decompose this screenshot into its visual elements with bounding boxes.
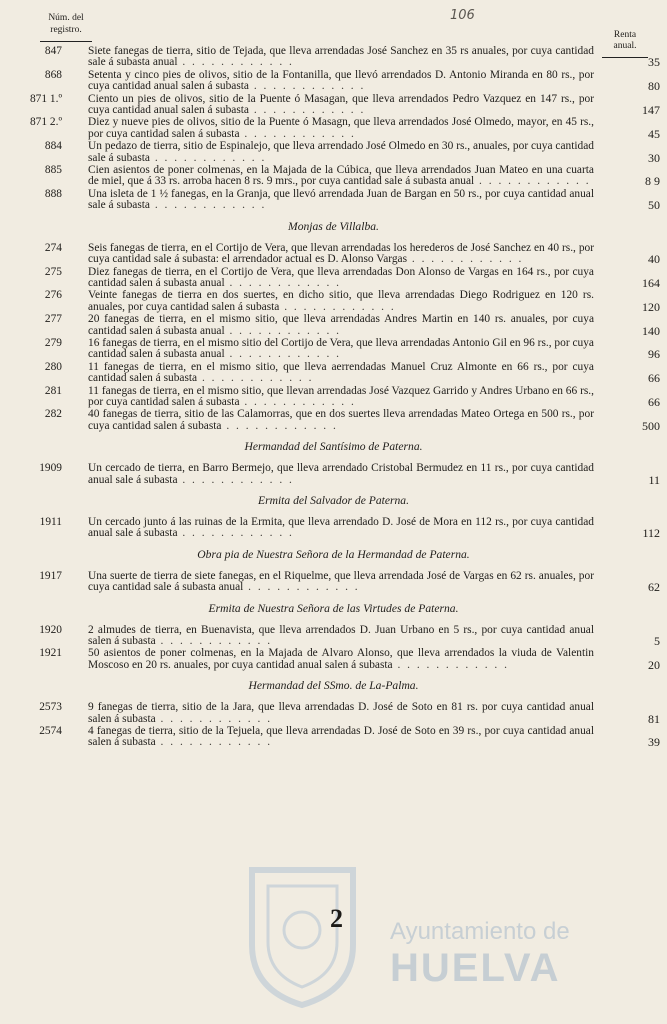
registry-number: 871 1.º [29, 92, 62, 105]
watermark-line1: Ayuntamiento de [390, 918, 570, 945]
handwritten-folio-number: 106 [450, 8, 475, 23]
entry-description: 9 fanegas de tierra, sitio de la Jara, que lleva arrendadas D. José de Soto en 81 rs. por cuya cantidad anual salen á subasta . . . [88, 702, 594, 725]
register-entry [44, 187, 660, 213]
annual-rent-amount: 147 [642, 103, 660, 118]
annual-rent-amount: 39 [648, 735, 660, 750]
annual-rent-amount: 45 [648, 126, 660, 141]
registry-number: 279 [44, 336, 62, 349]
registry-number: 847 [44, 45, 62, 57]
registry-number: 1911 [39, 516, 62, 528]
annual-rent-amount: 112 [642, 526, 660, 541]
register-entry [44, 68, 660, 94]
entries-list [0, 46, 667, 750]
entry-description: Siete fanegas de tierra, sitio de Tejada, que lleva arrendadas José Sanchez en 35 rs anuales, por cuya cantidad sale á subasta anual . . . [88, 46, 594, 69]
register-entry [44, 313, 660, 338]
entry-description: Diez fanegas de tierra, en el Cortijo de Vera, que lleva arrendadas Don Alonso de Vargas en 164 rs., por cuya cantidad salen á subasta anual . . . [88, 267, 594, 290]
entry-description: Un cercado junto á las ruinas de la Ermita, que lleva arrendado D. José de Mora en 112 rs., por cuya cantidad anual sale á subasta . . . [88, 517, 594, 540]
register-entry [39, 569, 660, 595]
register-entry [29, 116, 660, 141]
entry-description: 2 almudes de tierra, en Buenavista, que lleva arrendados D. Juan Urbano en 5 rs., por cuya cantidad anual salen á subasta . . . [88, 625, 594, 648]
registry-number: 1909 [39, 462, 62, 475]
registry-number: 885 [44, 164, 62, 177]
registry-number: 282 [44, 408, 62, 421]
registry-number: 274 [44, 241, 62, 254]
archive-watermark [240, 860, 640, 1010]
registry-number: 1920 [39, 623, 62, 636]
registry-number: 2574 [39, 725, 62, 738]
register-entry [39, 725, 660, 750]
entry-description: Un pedazo de tierra, sitio de Espinalejo, que lleva arrendado José Olmedo en 30 rs., anuales, por cuya cantidad sale á subasta . . . [88, 141, 594, 164]
annual-rent-amount: 62 [648, 580, 660, 595]
register-entry [44, 45, 660, 70]
annual-rent-amount: 5 [654, 634, 660, 649]
section-heading: Monjas de Villalba. [288, 219, 379, 233]
annual-rent-amount: 120 [642, 299, 660, 314]
rent-header-line2: anual. [613, 41, 637, 51]
registry-number: 888 [44, 187, 62, 200]
section-heading: Hermandad del SSmo. de La-Palma. [248, 679, 419, 693]
register-entry [29, 92, 660, 118]
annual-rent-amount: 30 [648, 150, 660, 165]
register-entry [39, 701, 660, 726]
entry-description: 4 fanegas de tierra, sitio de la Tejuela, que lleva arrendadas D. José de Soto en 39 rs., por cuya cantidad anual salen á subasta . . . [88, 726, 594, 749]
entry-description: 11 fanegas de tierra, en el mismo sitio, que lleva aerrendadas Manuel Cruz Almonte en 66 rs., por cuya cantidad salen á subasta . . . [88, 362, 594, 385]
registry-number: 281 [44, 384, 62, 397]
annual-rent-amount: 140 [642, 323, 660, 338]
registry-number: 868 [44, 68, 62, 81]
entry-description: Setenta y cinco pies de olivos, sitio de la Fontanilla, que llevó arrendados D. Antonio Miranda en 80 rs., por cuya cantidad anual salen á subasta . . . [88, 70, 594, 93]
entry-description: Cien asientos de poner colmenas, en la Majada de la Cúbica, que lleva arrendados Juan Mateo en una cuarta de miel, que á 33 rs. arroba hacen 8 rs. 9 mrs., por cuya cantidad sale á subasta anual . . . [88, 165, 594, 188]
register-entry [44, 360, 660, 386]
register-entry [39, 623, 660, 649]
register-entry [44, 265, 660, 290]
register-entry [44, 289, 660, 314]
entry-description: Un cercado de tierra, en Barro Bermejo, que lleva arrendado Cristobal Bermudez en 11 rs., por cuya cantidad anual sale á subasta . . . [88, 463, 594, 486]
entry-description: 11 fanegas de tierra, en el mismo sitio, que llevan arrendadas José Vazquez Garrido y Andres Urbano en 66 rs., por cuya cantidad salen á subasta . . . [88, 386, 594, 409]
entry-description: 20 fanegas de tierra, en el mismo sitio, que lleva arrendadas Andres Martin en 140 rs. anuales, por cuya cantidad salen á subasta anual . . . [88, 314, 594, 337]
entry-description: 50 asientos de poner colmenas, en la Majada de Alvaro Alonso, que lleva arrendados la viuda de Valentin Moscoso en 20 rs. anuales, por cuya cantidad anual salen á subasta . . . [88, 648, 594, 671]
registry-header-line2: registro. [50, 25, 82, 35]
entry-description: Ciento un pies de olivos, sitio de la Puente ó Masagan, que lleva arrendados Pedro Vazquez en 147 rs., por cuya cantidad anual salen á subasta . . . [88, 94, 594, 117]
section-heading: Hermandad del Santísimo de Paterna. [244, 440, 423, 454]
register-entry [39, 516, 660, 541]
page-number: 2 [330, 904, 343, 933]
register-entry [44, 140, 660, 165]
entry-description: 40 fanegas de tierra, sitio de las Calamorras, que en dos suertes lleva arrendadas Mateo Ortega en 500 rs., por cuya cantidad salen á subasta . . . [88, 409, 594, 432]
entry-description: 16 fanegas de tierra, en el mismo sitio del Cortijo de Vera, que lleva arrendadas Antonio Gil en 96 rs., por cuya cantidad salen á subasta anual . . . [88, 338, 594, 361]
annual-rent-amount: 11 [648, 472, 660, 487]
entry-description: Veinte fanegas de tierra en dos suertes, en dicho sitio, que lleva arrendadas Diego Rodriguez en 120 rs. anuales, por cuya cantidad salen á subasta . . . [88, 290, 594, 313]
registry-header-line1: Núm. del [48, 13, 84, 23]
annual-rent-amount: 500 [642, 418, 660, 433]
registry-number-column-header [40, 12, 92, 42]
registry-number: 871 2.º [29, 116, 62, 129]
rent-header-line1: Renta [613, 30, 637, 40]
register-entry [39, 462, 660, 487]
entry-description: Diez y nueve pies de olivos, sitio de la Puente ó Masagn, que lleva arrendados José Olmedo, mayor, en 45 rs., por cuya cantidad salen á subasta . . . [88, 117, 594, 140]
header-rule-left [40, 38, 92, 42]
watermark-line2: HUELVA [390, 946, 561, 990]
registry-number: 276 [44, 289, 62, 302]
entry-description: Una isleta de 1 ½ fanegas, en la Granja, que llevó arrendada Juan de Bargan en 50 rs., por cuya cantidad anual sale á subasta . . . [88, 189, 594, 212]
entry-description: Una suerte de tierra de siete fanegas, en el Riquelme, que lleva arrendada José de Vargas en 62 rs. anuales, por cuya cantidad sale á subasta anual . . . [88, 571, 594, 594]
registry-number: 2573 [39, 701, 62, 714]
section-heading: Obra pia de Nuestra Señora de la Hermandad de Paterna. [197, 547, 470, 561]
annual-rent-amount: 164 [642, 275, 660, 290]
annual-rent-amount: 50 [648, 198, 660, 213]
registry-number: 275 [44, 265, 62, 278]
register-entry [39, 647, 660, 672]
annual-rent-amount: 40 [648, 252, 660, 267]
section-heading: Ermita del Salvador de Paterna. [257, 494, 410, 507]
register-entry [44, 336, 660, 362]
annual-rent-amount: 8 9 [645, 174, 660, 189]
annual-rent-amount: 96 [648, 347, 660, 362]
registry-number: 1917 [39, 569, 62, 582]
annual-rent-amount: 20 [648, 657, 660, 672]
registry-number: 884 [44, 140, 62, 153]
section-heading: Ermita de Nuestra Señora de las Virtudes de Paterna. [208, 601, 459, 615]
registry-number: 280 [44, 360, 62, 373]
register-entry [44, 384, 660, 409]
annual-rent-amount: 80 [648, 79, 660, 94]
register-entry [44, 241, 660, 267]
register-entry [44, 164, 660, 189]
annual-rent-amount: 66 [648, 394, 660, 409]
annual-rent-amount: 35 [648, 55, 660, 70]
registry-number: 1921 [39, 647, 62, 660]
register-entry [44, 408, 660, 433]
entry-description: Seis fanegas de tierra, en el Cortijo de Vera, que llevan arrendadas los herederos de José Sanchez en 40 rs., por cuya cantidad sale á subasta: el arrendador actual es D. Alonso Vargas . . . [88, 243, 594, 266]
annual-rent-amount: 81 [648, 711, 660, 726]
city-shield-icon [240, 860, 365, 1010]
registry-number: 277 [44, 313, 62, 326]
annual-rent-amount: 66 [648, 371, 660, 386]
